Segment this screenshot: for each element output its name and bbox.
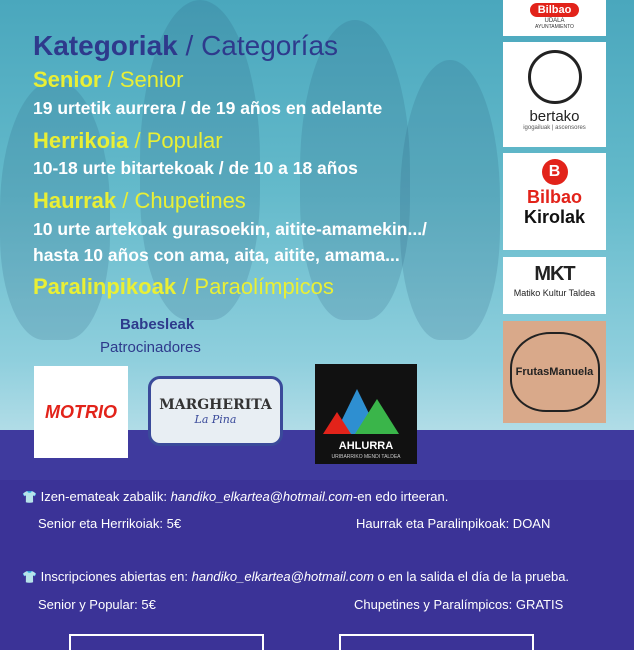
registration-line-eu — [22, 489, 448, 504]
margherita-logo-subtext: La Pina — [194, 412, 237, 426]
registration-end-eu: -en edo irteeran. — [352, 489, 449, 504]
category-desc: 10 urte artekoak gurasoekin, aitite-amamekin.../ — [33, 219, 427, 239]
category-separator: / — [176, 274, 195, 299]
category-separator: / — [128, 128, 147, 153]
bertako-emblem-icon — [528, 50, 582, 104]
bilbao-udala-logo-text: Bilbao — [530, 3, 580, 17]
bottom-box-right[interactable] — [339, 634, 534, 650]
registration-text-eu: Izen-emateak zabalik: — [40, 489, 171, 504]
registration-line-es — [22, 569, 569, 584]
registration-end-es: o en la salida el día de la prueba. — [373, 569, 570, 584]
margherita-logo — [148, 376, 283, 446]
category-haurrak — [33, 188, 246, 214]
category-name-eu: Herrikoia — [33, 128, 129, 153]
matiko-logo-subtext: Matiko Kultur Taldea — [513, 288, 596, 298]
matiko-logo-text: MKT — [534, 263, 575, 285]
category-name-es: Popular — [146, 128, 223, 153]
category-name-es: Chupetines — [134, 188, 246, 213]
motrio-logo — [34, 366, 128, 458]
bertako-logo — [503, 42, 606, 147]
price-right-eu: Haurrak eta Paralinpikoak: DOAN — [356, 516, 551, 531]
matiko-logo — [503, 257, 606, 314]
category-desc: 10-18 urte bitartekoak / de 10 a 18 años — [33, 158, 358, 178]
category-separator: / — [116, 188, 135, 213]
category-desc-2: hasta 10 años con ama, aita, aitite, amama... — [33, 245, 400, 265]
tshirt-icon: 👕 — [22, 490, 37, 504]
category-desc: 19 urtetik aurrera / de 19 años en adelante — [33, 98, 383, 118]
runner-silhouette — [400, 60, 500, 340]
title-es: Categorías — [201, 30, 339, 61]
category-senior — [33, 67, 183, 93]
sponsors-label-es: Patrocinadores — [100, 339, 201, 356]
bottom-box-left[interactable] — [69, 634, 264, 650]
motrio-logo-text: MOTRIO — [45, 401, 117, 422]
bilbao-udala-sub2: AYUNTAMIENTO — [535, 24, 574, 30]
category-name-eu: Senior — [33, 67, 102, 92]
title-eu: Kategoriak — [33, 30, 178, 61]
bilbao-kirolak-logo — [503, 153, 606, 250]
price-left-eu: Senior eta Herrikoiak: 5€ — [38, 516, 182, 531]
sponsors-label-eu: Babesleak — [120, 316, 195, 333]
info-panel — [0, 480, 634, 650]
frutas-manuela-logo — [503, 321, 606, 423]
category-name-eu: Paralinpikoak — [33, 274, 177, 299]
category-name-es: Paraolímpicos — [194, 274, 334, 299]
email-link-eu[interactable]: handiko_elkartea@hotmail.com — [170, 489, 353, 504]
price-right-es: Chupetines y Paralímpicos: GRATIS — [354, 597, 564, 612]
title-separator: / — [177, 30, 202, 61]
tshirt-icon: 👕 — [22, 570, 37, 584]
category-name-es: Senior — [119, 67, 184, 92]
bilbao-kirolak-text-1: Bilbao — [526, 187, 582, 207]
bilbao-udala-logo — [503, 0, 606, 36]
category-paralinpikoak — [33, 274, 334, 300]
mountain-icon — [315, 364, 417, 444]
bertako-logo-subtext: igogailuak | ascensores — [523, 125, 586, 131]
bilbao-b-icon: B — [542, 159, 568, 185]
ahlurra-logo-text: AHLURRA — [338, 440, 394, 452]
category-herrikoia — [33, 128, 223, 154]
category-name-eu: Haurrak — [33, 188, 117, 213]
bilbao-kirolak-text-2: Kirolak — [523, 207, 586, 227]
ahlurra-logo — [315, 364, 417, 464]
bertako-logo-text: bertako — [529, 108, 580, 125]
apple-icon — [510, 332, 600, 412]
ahlurra-logo-subtext: URIBARRIKO MENDI TALDEA — [331, 454, 401, 460]
page-title — [33, 30, 338, 62]
bilbao-udala-sub1: UDALA — [544, 18, 565, 24]
category-separator: / — [101, 67, 120, 92]
margherita-logo-text: MARGHERITA — [159, 396, 272, 413]
frutas-manuela-text: FrutasManuela — [515, 366, 594, 378]
email-link-es[interactable]: handiko_elkartea@hotmail.com — [191, 569, 374, 584]
price-left-es: Senior y Popular: 5€ — [38, 597, 156, 612]
registration-text-es: Inscripciones abiertas en: — [40, 569, 192, 584]
